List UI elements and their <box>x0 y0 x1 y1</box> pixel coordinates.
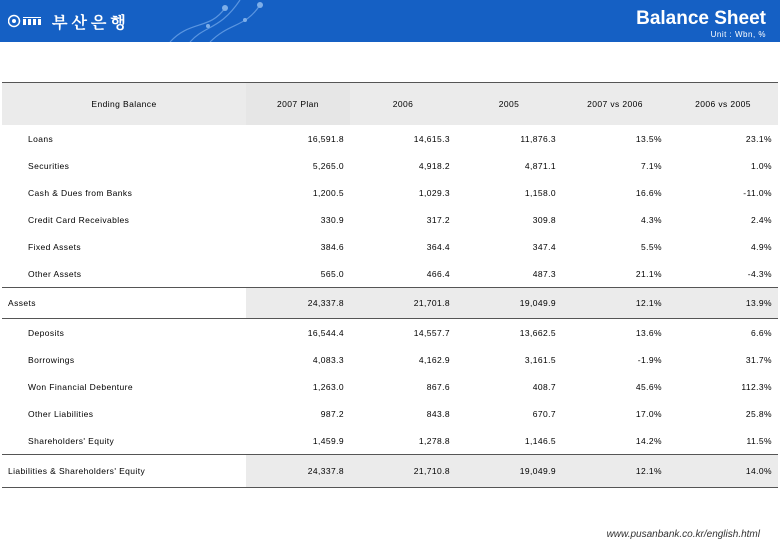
row-label: Deposits <box>28 327 65 338</box>
cell-value: 21,710.8 <box>350 455 456 488</box>
table-row <box>2 152 778 179</box>
balance-sheet-table <box>2 82 778 488</box>
cell-value: 13.6% <box>635 327 662 338</box>
cell-value: 12.1% <box>562 288 668 319</box>
cell-value: 4.3% <box>641 214 662 225</box>
table-row <box>2 319 778 347</box>
column-header: 2005 <box>456 83 562 126</box>
cell-value: 12.1% <box>562 455 668 488</box>
cell-value: 24,337.8 <box>246 455 350 488</box>
cell-value: 2.4% <box>751 214 772 225</box>
table-row <box>2 260 778 288</box>
row-label: Assets <box>2 288 246 319</box>
cell-value: 987.2 <box>320 408 344 419</box>
bank-logo-text: 부산은행 <box>52 12 130 32</box>
cell-value: 14,557.7 <box>413 327 450 338</box>
cell-value: 309.8 <box>532 214 556 225</box>
cell-value: -4.3% <box>747 268 772 279</box>
column-header: Ending Balance <box>2 83 246 126</box>
cell-value: 6.6% <box>751 327 772 338</box>
row-label: Borrowings <box>28 354 75 365</box>
cell-value: 330.9 <box>320 214 344 225</box>
cell-value: 1,200.5 <box>312 187 344 198</box>
cell-value: 4.9% <box>751 241 772 252</box>
cell-value: 112.3% <box>741 381 772 392</box>
cell-value: 867.6 <box>426 381 450 392</box>
row-label: Won Financial Debenture <box>28 381 133 392</box>
cell-value: 21,701.8 <box>350 288 456 319</box>
cell-value: 317.2 <box>426 214 450 225</box>
column-header: 2006 vs 2005 <box>668 83 778 126</box>
cell-value: 16.6% <box>635 187 662 198</box>
bank-logo <box>8 10 130 32</box>
cell-value: 13.9% <box>668 288 778 319</box>
cell-value: 364.4 <box>426 241 450 252</box>
table-row <box>2 125 778 152</box>
subtotal-row <box>2 288 778 319</box>
row-label: Securities <box>28 160 70 171</box>
cell-value: 11.5% <box>746 435 772 446</box>
cell-value: 843.8 <box>426 408 450 419</box>
row-label: Other Liabilities <box>28 408 94 419</box>
table-row <box>2 179 778 206</box>
cell-value: 466.4 <box>426 268 450 279</box>
header-bar <box>0 0 780 42</box>
cell-value: 487.3 <box>532 268 556 279</box>
row-label: Loans <box>28 133 54 144</box>
cell-value: 23.1% <box>745 133 772 144</box>
cell-value: 4,083.3 <box>312 354 344 365</box>
cell-value: 16,544.4 <box>307 327 344 338</box>
unit-label: Unit : Wbn, % <box>710 30 766 39</box>
table-header-row <box>2 83 778 126</box>
cell-value: 21.1% <box>635 268 662 279</box>
row-label: Shareholders' Equity <box>28 435 115 446</box>
cell-value: 384.6 <box>320 241 344 252</box>
cell-value: 19,049.9 <box>456 455 562 488</box>
cell-value: 19,049.9 <box>456 288 562 319</box>
page-title: Balance Sheet <box>636 8 766 29</box>
row-label: Credit Card Receivables <box>28 214 130 225</box>
cell-value: 3,161.5 <box>524 354 556 365</box>
cell-value: 1,029.3 <box>418 187 450 198</box>
cell-value: -11.0% <box>743 187 772 198</box>
cell-value: 1,158.0 <box>524 187 556 198</box>
footer-url: www.pusanbank.co.kr/english.html <box>606 529 760 540</box>
cell-value: 4,871.1 <box>524 160 556 171</box>
cell-value: 14.2% <box>635 435 662 446</box>
row-label: Other Assets <box>28 268 82 279</box>
cell-value: 31.7% <box>745 354 772 365</box>
cell-value: 14,615.3 <box>413 133 450 144</box>
table-row <box>2 233 778 260</box>
table-row <box>2 427 778 455</box>
cell-value: 565.0 <box>320 268 344 279</box>
cell-value: 25.8% <box>745 408 772 419</box>
cell-value: 4,162.9 <box>418 354 450 365</box>
cell-value: 4,918.2 <box>418 160 450 171</box>
cell-value: 1,263.0 <box>312 381 344 392</box>
cell-value: 347.4 <box>532 241 556 252</box>
table-row <box>2 373 778 400</box>
row-label: Cash & Dues from Banks <box>28 187 133 198</box>
cell-value: 24,337.8 <box>246 288 350 319</box>
bank-logo-icon <box>8 13 48 29</box>
cell-value: 14.0% <box>668 455 778 488</box>
cell-value: 13,662.5 <box>519 327 556 338</box>
cell-value: 1,278.8 <box>418 435 450 446</box>
subtotal-row <box>2 455 778 488</box>
cell-value: 670.7 <box>532 408 556 419</box>
cell-value: 1,459.9 <box>312 435 344 446</box>
cell-value: 17.0% <box>635 408 662 419</box>
cell-value: 45.6% <box>635 381 662 392</box>
cell-value: 1.0% <box>751 160 772 171</box>
cell-value: 408.7 <box>532 381 556 392</box>
cell-value: 13.5% <box>635 133 662 144</box>
column-header: 2006 <box>350 83 456 126</box>
table-row <box>2 400 778 427</box>
cell-value: 5,265.0 <box>312 160 344 171</box>
cell-value: 1,146.5 <box>524 435 556 446</box>
table-row <box>2 206 778 233</box>
column-header: 2007 Plan <box>246 83 350 126</box>
row-label: Fixed Assets <box>28 241 81 252</box>
table-row <box>2 346 778 373</box>
cell-value: 11,876.3 <box>520 133 556 144</box>
cell-value: -1.9% <box>637 354 662 365</box>
cell-value: 5.5% <box>641 241 662 252</box>
column-header: 2007 vs 2006 <box>562 83 668 126</box>
header-decoration <box>150 0 310 42</box>
cell-value: 16,591.8 <box>307 133 344 144</box>
row-label: Liabilities & Shareholders' Equity <box>2 455 246 488</box>
cell-value: 7.1% <box>641 160 662 171</box>
